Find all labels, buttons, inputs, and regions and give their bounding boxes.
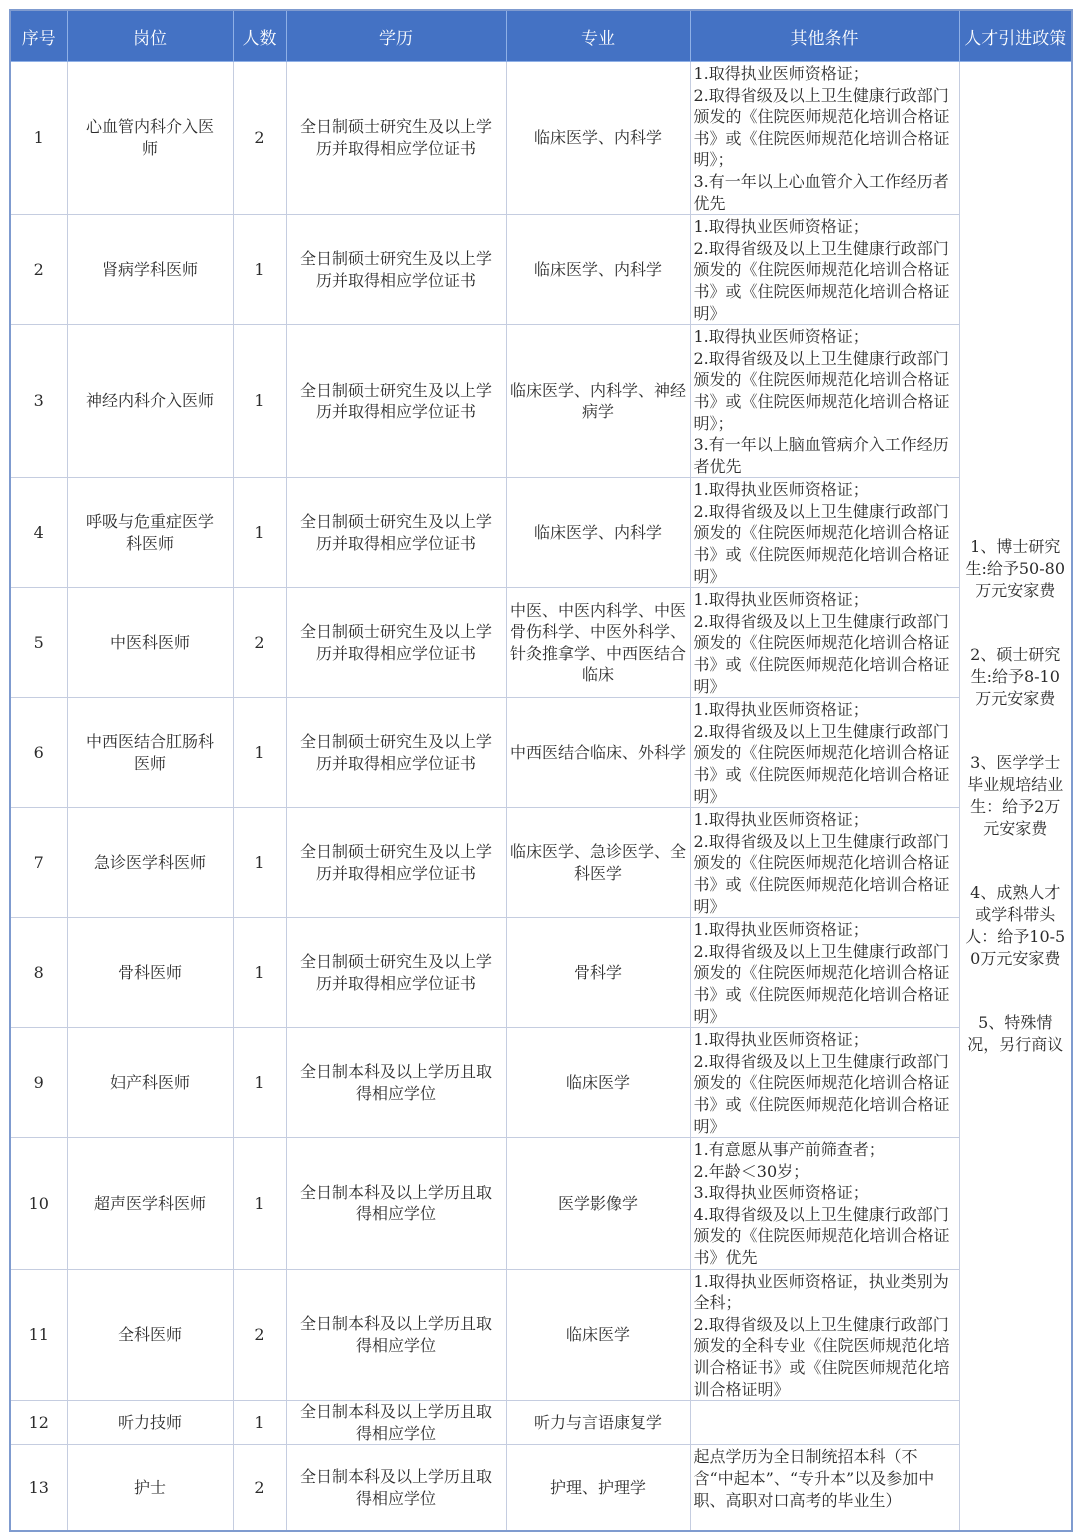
table-row	[10, 808, 1072, 918]
cell-no: 8	[10, 918, 67, 1028]
cell-position: 护士	[67, 1445, 233, 1531]
condition-line: 2.年龄＜30岁；	[693, 1161, 810, 1181]
table-row	[10, 1028, 1072, 1138]
cell-major: 临床医学、内科学、神经病学	[506, 325, 690, 478]
cell-count: 2	[233, 588, 286, 698]
recruitment-table	[9, 9, 1073, 1532]
condition-line: 2.取得省级及以上卫生健康行政部门颁发的《住院医师规范化培训合格证书》或《住院医师规范化培训合格证明》	[693, 1051, 950, 1136]
header-position: 岗位	[67, 10, 233, 62]
cell-position: 全科医师	[67, 1269, 233, 1401]
cell-major: 临床医学、内科学	[506, 478, 690, 588]
cell-no: 5	[10, 588, 67, 698]
cell-position: 呼吸与危重症医学科医师	[67, 478, 233, 588]
cell-no: 11	[10, 1269, 67, 1401]
cell-position: 中医科医师	[67, 588, 233, 698]
cell-major: 中西医结合临床、外科学	[506, 698, 690, 808]
cell-conditions	[690, 1401, 959, 1445]
cell-major: 临床医学	[506, 1028, 690, 1138]
table-row	[10, 918, 1072, 1028]
header-no: 序号	[10, 10, 67, 62]
condition-line: 1.取得执业医师资格证；	[693, 590, 869, 610]
cell-education: 全日制本科及以上学历且取得相应学位	[286, 1401, 506, 1445]
cell-education: 全日制本科及以上学历且取得相应学位	[286, 1028, 506, 1138]
condition-line: 2.取得省级及以上卫生健康行政部门颁发的《住院医师规范化培训合格证书》或《住院医师规范化培训合格证明》	[693, 611, 950, 696]
cell-position: 心血管内科介入医师	[67, 62, 233, 215]
policy-item: 3、医学学士毕业规培结业生：给予2万元安家费	[967, 752, 1064, 838]
cell-count: 1	[233, 1401, 286, 1445]
cell-education: 全日制硕士研究生及以上学历并取得相应学位证书	[286, 698, 506, 808]
cell-no: 7	[10, 808, 67, 918]
cell-count: 2	[233, 1445, 286, 1531]
cell-education: 全日制本科及以上学历且取得相应学位	[286, 1445, 506, 1531]
header-major: 专业	[506, 10, 690, 62]
policy-item: 1、博士研究生:给予50-80万元安家费	[965, 536, 1066, 600]
cell-count: 2	[233, 62, 286, 215]
table-row	[10, 1138, 1072, 1270]
cell-position: 听力技师	[67, 1401, 233, 1445]
condition-line: 1.取得执业医师资格证；	[693, 327, 869, 347]
policy-item: 5、特殊情况，另行商议	[967, 1012, 1064, 1054]
cell-education: 全日制硕士研究生及以上学历并取得相应学位证书	[286, 62, 506, 215]
cell-position: 骨科医师	[67, 918, 233, 1028]
cell-count: 1	[233, 918, 286, 1028]
condition-line: 3.有一年以上脑血管病介入工作经历者优先	[693, 435, 949, 476]
condition-line: 起点学历为全日制统招本科（不含“中起本”、“专升本”以及参加中职、高职对口高考的毕业生）	[693, 1447, 935, 1510]
condition-line: 3.取得执业医师资格证；	[693, 1183, 869, 1203]
cell-no: 9	[10, 1028, 67, 1138]
cell-position: 肾病学科医师	[67, 215, 233, 325]
cell-major: 护理、护理学	[506, 1445, 690, 1531]
cell-education: 全日制硕士研究生及以上学历并取得相应学位证书	[286, 918, 506, 1028]
cell-education: 全日制本科及以上学历且取得相应学位	[286, 1269, 506, 1401]
condition-line: 1.取得执业医师资格证；	[693, 64, 869, 83]
cell-conditions	[690, 808, 959, 918]
table-row	[10, 698, 1072, 808]
cell-conditions	[690, 1138, 959, 1270]
cell-no: 2	[10, 215, 67, 325]
cell-major: 临床医学、内科学	[506, 215, 690, 325]
condition-line: 1.取得执业医师资格证；	[693, 217, 869, 237]
header-education: 学历	[286, 10, 506, 62]
cell-no: 3	[10, 325, 67, 478]
header-count: 人数	[233, 10, 286, 62]
condition-line: 1.取得执业医师资格证；	[693, 810, 869, 830]
cell-education: 全日制硕士研究生及以上学历并取得相应学位证书	[286, 215, 506, 325]
cell-no: 10	[10, 1138, 67, 1270]
cell-conditions	[690, 325, 959, 478]
cell-no: 12	[10, 1401, 67, 1445]
condition-line: 2.取得省级及以上卫生健康行政部门颁发的《住院医师规范化培训合格证书》或《住院医师规范化培训合格证明》；	[693, 348, 950, 433]
cell-conditions	[690, 1028, 959, 1138]
table-row	[10, 1401, 1072, 1445]
policy-item: 2、硕士研究生:给予8-10万元安家费	[970, 644, 1061, 708]
header-row	[10, 10, 1072, 62]
table-row	[10, 1269, 1072, 1401]
policy-item: 4、成熟人才或学科带头人：给予10-50万元安家费	[965, 882, 1066, 968]
cell-conditions	[690, 588, 959, 698]
cell-position: 急诊医学科医师	[67, 808, 233, 918]
condition-line: 2.取得省级及以上卫生健康行政部门颁发的《住院医师规范化培训合格证书》或《住院医师规范化培训合格证明》	[693, 831, 950, 916]
cell-major: 中医、中医内科学、中医骨伤科学、中医外科学、针灸推拿学、中西医结合临床	[506, 588, 690, 698]
cell-position: 超声医学科医师	[67, 1138, 233, 1270]
cell-policy	[959, 62, 1072, 1531]
table-row	[10, 215, 1072, 325]
cell-major: 医学影像学	[506, 1138, 690, 1270]
cell-major: 临床医学	[506, 1269, 690, 1401]
table-row	[10, 62, 1072, 215]
condition-line: 1.取得执业医师资格证；	[693, 1030, 869, 1050]
table-row	[10, 325, 1072, 478]
condition-line: 3.有一年以上心血管介入工作经历者优先	[693, 171, 949, 213]
cell-position: 中西医结合肛肠科医师	[67, 698, 233, 808]
condition-line: 1.取得执业医师资格证；	[693, 920, 869, 940]
condition-line: 1.有意愿从事产前筛查者；	[693, 1140, 885, 1160]
cell-conditions	[690, 62, 959, 215]
cell-position: 神经内科介入医师	[67, 325, 233, 478]
cell-education: 全日制硕士研究生及以上学历并取得相应学位证书	[286, 478, 506, 588]
cell-conditions	[690, 478, 959, 588]
cell-no: 6	[10, 698, 67, 808]
condition-line: 2.取得省级及以上卫生健康行政部门颁发的《住院医师规范化培训合格证书》或《住院医师规范化培训合格证明》；	[693, 85, 950, 170]
cell-education: 全日制硕士研究生及以上学历并取得相应学位证书	[286, 808, 506, 918]
cell-count: 1	[233, 808, 286, 918]
cell-count: 1	[233, 325, 286, 478]
cell-education: 全日制本科及以上学历且取得相应学位	[286, 1138, 506, 1270]
cell-major: 听力与言语康复学	[506, 1401, 690, 1445]
cell-conditions	[690, 1445, 959, 1531]
cell-conditions	[690, 918, 959, 1028]
cell-education: 全日制硕士研究生及以上学历并取得相应学位证书	[286, 325, 506, 478]
cell-conditions	[690, 1269, 959, 1401]
condition-line: 2.取得省级及以上卫生健康行政部门颁发的《住院医师规范化培训合格证书》或《住院医师规范化培训合格证明》	[693, 238, 950, 323]
cell-count: 1	[233, 1138, 286, 1270]
condition-line: 2.取得省级及以上卫生健康行政部门颁发的《住院医师规范化培训合格证书》或《住院医师规范化培训合格证明》	[693, 721, 950, 806]
table-row	[10, 478, 1072, 588]
cell-count: 1	[233, 478, 286, 588]
header-conditions: 其他条件	[690, 10, 959, 62]
cell-no: 13	[10, 1445, 67, 1531]
condition-line: 1.取得执业医师资格证，执业类别为全科；	[693, 1271, 949, 1313]
condition-line: 2.取得省级及以上卫生健康行政部门颁发的全科专业《住院医师规范化培训合格证书》或《住院医师规范化培训合格证明》	[693, 1314, 950, 1399]
cell-no: 1	[10, 62, 67, 215]
cell-count: 1	[233, 1028, 286, 1138]
condition-line: 1.取得执业医师资格证；	[693, 700, 869, 720]
condition-line: 2.取得省级及以上卫生健康行政部门颁发的《住院医师规范化培训合格证书》或《住院医师规范化培训合格证明》	[693, 501, 950, 586]
cell-no: 4	[10, 478, 67, 588]
cell-count: 1	[233, 215, 286, 325]
cell-conditions	[690, 215, 959, 325]
condition-line: 4.取得省级及以上卫生健康行政部门颁发的《住院医师规范化培训合格证书》优先	[693, 1204, 950, 1268]
table-row	[10, 1445, 1072, 1531]
header-policy: 人才引进政策	[959, 10, 1072, 62]
cell-position: 妇产科医师	[67, 1028, 233, 1138]
cell-conditions	[690, 698, 959, 808]
table-row	[10, 588, 1072, 698]
condition-line: 1.取得执业医师资格证；	[693, 480, 869, 500]
cell-count: 2	[233, 1269, 286, 1401]
cell-education: 全日制硕士研究生及以上学历并取得相应学位证书	[286, 588, 506, 698]
cell-major: 临床医学、内科学	[506, 62, 690, 215]
cell-count: 1	[233, 698, 286, 808]
cell-major: 临床医学、急诊医学、全科医学	[506, 808, 690, 918]
cell-major: 骨科学	[506, 918, 690, 1028]
condition-line: 2.取得省级及以上卫生健康行政部门颁发的《住院医师规范化培训合格证书》或《住院医师规范化培训合格证明》	[693, 941, 950, 1026]
